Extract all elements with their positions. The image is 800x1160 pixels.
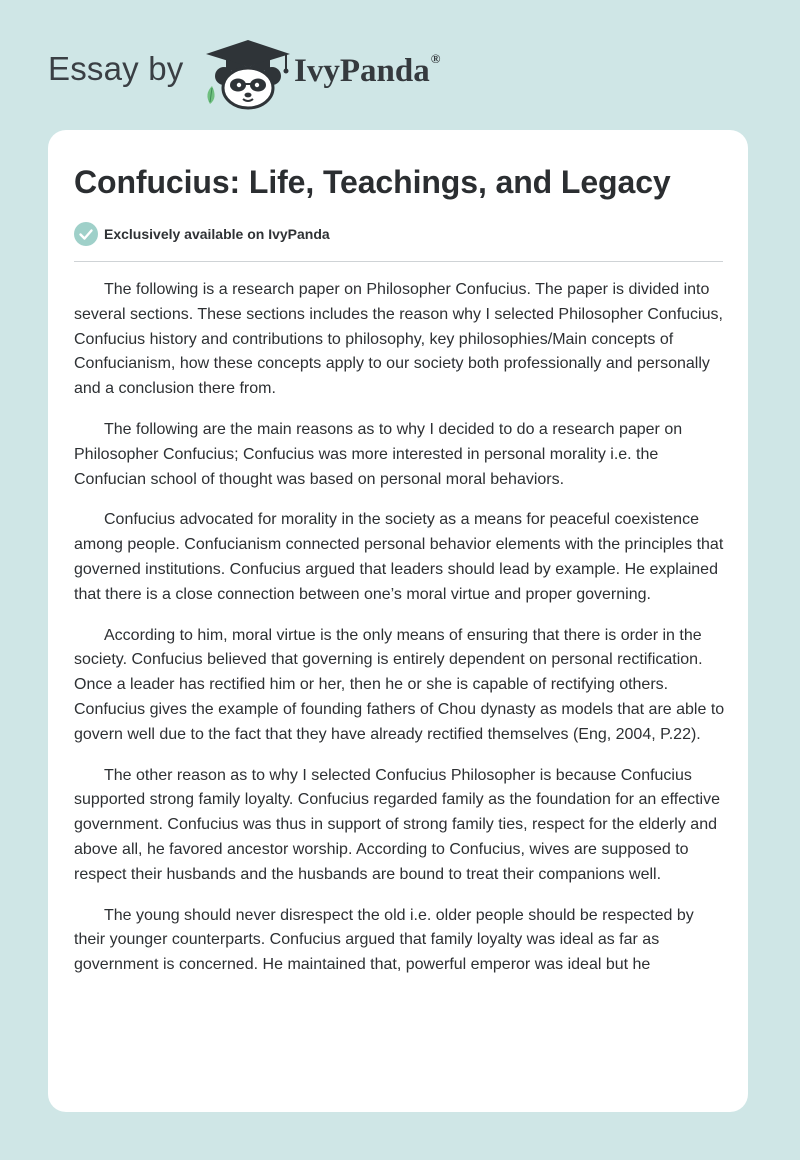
page-title: Confucius: Life, Teachings, and Legacy	[74, 164, 671, 200]
check-circle-icon	[74, 222, 98, 246]
brand-name-text: IvyPanda	[294, 53, 430, 89]
paragraph-2: The following are the main reasons as to why I decided to do a research paper on Philosopher Confucius; Confucius was more interested in personal morality i.e. the Confucian school of thought was based on personal moral behaviors.	[74, 420, 683, 488]
exclusive-badge	[74, 222, 330, 246]
badge-label: Exclusively available on IvyPanda	[104, 226, 330, 242]
essay-body	[74, 278, 726, 994]
brand-name[interactable]	[294, 53, 440, 90]
registered-mark: ®	[430, 51, 441, 66]
site-header	[0, 0, 800, 130]
divider	[74, 261, 723, 262]
paragraph-1: The following is a research paper on Philosopher Confucius. The paper is divided into several sections. These sections includes the reason why I selected Philosopher Confucius, Confucius history and contributions to philosophy, key philosophies/Main concepts of Confucianism, how these concepts apply to our society both professionally and personally and a conclusion there from.	[74, 281, 723, 398]
panda-logo-icon[interactable]	[202, 36, 294, 110]
brand-prefix: Essay by	[48, 50, 184, 87]
paragraph-3: Confucius advocated for morality in the society as a means for peaceful coexistence among people. Confucianism connected personal behavior elements with the principles that governed institutions. Confucius argued that leaders should lead by example. He explained that there is a close connection between one’s moral virtue and proper governing.	[74, 511, 724, 603]
essay-card	[48, 130, 748, 1112]
paragraph-4: According to him, moral virtue is the only means of ensuring that there is order in the society. Confucius believed that governing is entirely dependent on personal rectification. Once a leader has rectified him or her, then he or she is capable of rectifying others. Confucius gives the example of founding fathers of Chou dynasty as models that are able to govern well due to the fact that they have already rectified themselves (Eng, 2004, P.22).	[74, 626, 725, 743]
paragraph-6: The young should never disrespect the old i.e. older people should be respected by their younger counterparts. Confucius argued that family loyalty was ideal as far as government is concerned. He maintained that, powerful emperor was ideal but he	[74, 906, 694, 974]
paragraph-5: The other reason as to why I selected Confucius Philosopher is because Confucius supported strong family loyalty. Confucius regarded family as the foundation for an effective government. Confucius was thus in support of strong family ties, respect for the elderly and above all, he favored ancestor worship. According to Confucius, wives are supposed to respect their husbands and the husbands are bound to treat their companions well.	[74, 766, 720, 883]
